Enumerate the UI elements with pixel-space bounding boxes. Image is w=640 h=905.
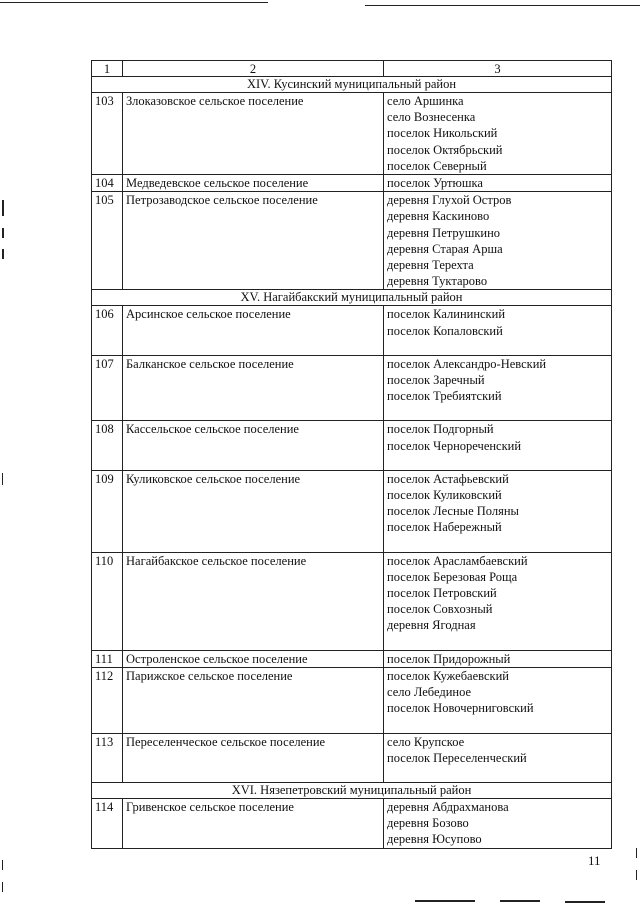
settlement-item: поселок Чернореченский <box>387 438 522 453</box>
settlement-item: деревня Старая Арша <box>387 241 503 256</box>
settlement-name: Куликовское сельское поселение <box>123 470 384 552</box>
table-row <box>92 175 612 192</box>
settlement-item: поселок Совхозный <box>387 602 493 617</box>
row-number: 114 <box>92 798 123 848</box>
settlement-list <box>384 355 612 421</box>
section-row <box>92 77 612 93</box>
row-number: 111 <box>92 650 123 667</box>
row-number: 110 <box>92 552 123 650</box>
settlement-name: Нагайбакское сельское поселение <box>123 552 384 650</box>
settlement-item: деревня Терехта <box>387 258 474 273</box>
settlement-item: село Крупское <box>387 734 465 749</box>
settlement-item: село Лебединое <box>387 685 472 700</box>
scan-edge-bottom-1 <box>415 900 475 902</box>
scan-mark-left-3 <box>2 249 4 259</box>
header-col-1: 1 <box>92 61 123 77</box>
settlement-item: деревня Туктарово <box>387 274 488 289</box>
settlement-item: поселок Александро-Невский <box>387 356 547 371</box>
section-row <box>92 290 612 306</box>
scan-mark-left-5 <box>2 860 3 870</box>
settlement-name: Остроленское сельское поселение <box>123 650 384 667</box>
settlement-item: деревня Ягодная <box>387 618 476 633</box>
settlement-list <box>384 192 612 290</box>
table-row <box>92 306 612 355</box>
settlement-name: Арсинское сельское поселение <box>123 306 384 355</box>
settlement-item: поселок Арасламбаевский <box>387 553 528 568</box>
scan-mark-left-6 <box>2 882 3 892</box>
row-number: 105 <box>92 192 123 290</box>
settlement-name: Гривенское сельское поселение <box>123 798 384 848</box>
table-row <box>92 355 612 421</box>
settlement-list <box>384 470 612 552</box>
scan-edge-top-left <box>0 2 268 3</box>
settlement-item: поселок Петровский <box>387 586 497 601</box>
scan-mark-left-2 <box>2 228 4 238</box>
settlement-item: деревня Бозово <box>387 816 469 831</box>
settlement-item: поселок Подгорный <box>387 422 494 437</box>
settlement-name: Парижское сельское поселение <box>123 667 384 733</box>
settlement-name: Переселенческое сельское поселение <box>123 733 384 782</box>
settlement-item: поселок Кужебаевский <box>387 668 509 683</box>
settlement-name: Медведевское сельское поселение <box>123 175 384 192</box>
settlement-item: деревня Каскиново <box>387 209 490 224</box>
settlement-list <box>384 175 612 192</box>
settlement-item: поселок Никольский <box>387 126 498 141</box>
header-col-3: 3 <box>384 61 612 77</box>
row-number: 113 <box>92 733 123 782</box>
settlement-item: поселок Куликовский <box>387 488 502 503</box>
header-row <box>92 61 612 77</box>
section-title: XVI. Нязепетровский муниципальный район <box>92 782 612 798</box>
settlement-item: поселок Переселенческий <box>387 750 527 765</box>
settlement-item: поселок Октябрьский <box>387 142 503 157</box>
settlement-name: Петрозаводское сельское поселение <box>123 192 384 290</box>
settlement-item: поселок Заречный <box>387 373 485 388</box>
settlement-item: село Вознесенка <box>387 110 476 125</box>
page-number: 11 <box>588 853 601 868</box>
settlement-list <box>384 798 612 848</box>
settlement-item: деревня Абдрахманова <box>387 799 509 814</box>
settlement-item: деревня Юсупово <box>387 832 482 847</box>
settlement-item: поселок Северный <box>387 158 487 173</box>
section-title: XIV. Кусинский муниципальный район <box>92 77 612 93</box>
settlement-item: поселок Уртюшка <box>387 176 483 191</box>
table-row <box>92 470 612 552</box>
settlements-table <box>91 60 612 849</box>
scan-mark-right-2 <box>636 870 637 880</box>
settlement-item: поселок Березовая Роща <box>387 569 518 584</box>
settlement-item: поселок Калининский <box>387 307 506 322</box>
scan-edge-top-right <box>365 5 640 6</box>
header-col-2: 2 <box>123 61 384 77</box>
section-title: XV. Нагайбакский муниципальный район <box>92 290 612 306</box>
scan-mark-left-4 <box>2 473 3 485</box>
settlement-item: поселок Придорожный <box>387 651 511 666</box>
settlement-item: поселок Новочерниговский <box>387 701 534 716</box>
row-number: 108 <box>92 421 123 470</box>
row-number: 106 <box>92 306 123 355</box>
section-row <box>92 782 612 798</box>
scan-edge-bottom-3 <box>565 901 605 903</box>
row-number: 112 <box>92 667 123 733</box>
settlement-list <box>384 306 612 355</box>
settlement-item: поселок Требиятский <box>387 389 502 404</box>
settlement-list <box>384 421 612 470</box>
table-row <box>92 798 612 848</box>
settlement-name: Кассельское сельское поселение <box>123 421 384 470</box>
scan-mark-left-1 <box>2 200 4 216</box>
row-number: 103 <box>92 93 123 175</box>
settlement-item: поселок Набережный <box>387 520 502 535</box>
settlement-item: село Аршинка <box>387 94 464 108</box>
settlement-list <box>384 733 612 782</box>
scan-mark-right-1 <box>636 848 637 858</box>
settlement-item: деревня Глухой Остров <box>387 193 512 208</box>
settlement-name: Злоказовское сельское поселение <box>123 93 384 175</box>
scan-edge-bottom-2 <box>500 900 540 902</box>
settlement-list <box>384 650 612 667</box>
row-number: 104 <box>92 175 123 192</box>
row-number: 107 <box>92 355 123 421</box>
settlement-item: поселок Копаловский <box>387 323 503 338</box>
table-row <box>92 733 612 782</box>
settlement-list <box>384 93 612 175</box>
settlement-list <box>384 552 612 650</box>
table-row <box>92 421 612 470</box>
settlement-item: деревня Петрушкино <box>387 225 501 240</box>
settlement-item: поселок Лесные Поляны <box>387 504 519 519</box>
table-body <box>92 77 612 849</box>
table-row <box>92 192 612 290</box>
settlement-list <box>384 667 612 733</box>
settlement-item: поселок Астафьевский <box>387 471 509 486</box>
settlement-name: Балканское сельское поселение <box>123 355 384 421</box>
table-row <box>92 552 612 650</box>
table-row <box>92 93 612 175</box>
table-row <box>92 650 612 667</box>
row-number: 109 <box>92 470 123 552</box>
table-row <box>92 667 612 733</box>
